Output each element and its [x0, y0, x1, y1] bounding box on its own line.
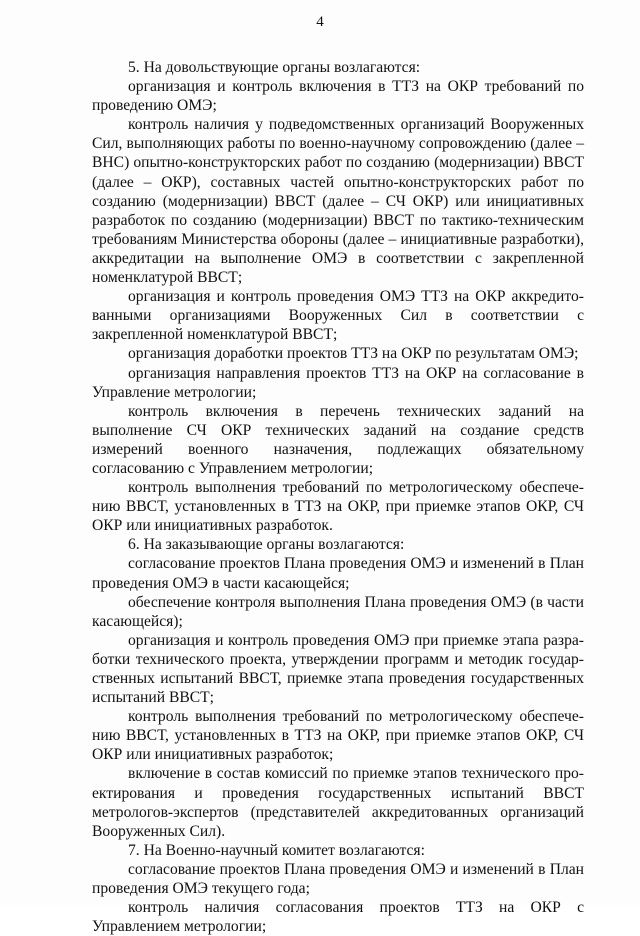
paragraph: контроль включения в перечень технических заданий на выполнение СЧ ОКР технических заданий на создание средств измерений военного назначения, подлежащих обязательному согласованию с Управлением метрологии; [92, 402, 584, 477]
paragraph: организация и контроль проведения ОМЭ при приемке этапа разработки технического проекта, утверждении программ и методик государственных испытаний ВВСТ, приемке этапа проведения государственных испытаний ВВСТ; [92, 631, 584, 707]
paragraph: организация и контроль включения в ТТЗ на ОКР требований по проведению ОМЭ; [92, 78, 584, 115]
paragraph: организация доработки проектов ТТЗ на ОКР по результатам ОМЭ; [128, 345, 579, 363]
paragraph-section-6-heading: 6. На заказывающие органы возлагаются: [128, 536, 405, 554]
paragraph: согласование проектов Плана проведения ОМЭ и изменений в План проведения ОМЭ в части касающейся; [92, 555, 584, 592]
paragraph: согласование проектов Плана проведения ОМЭ и изменений в План проведения ОМЭ текущего года; [92, 860, 584, 898]
paragraph-section-5-heading: 5. На довольствующие органы возлагаются: [128, 59, 421, 76]
paragraph: контроль наличия согласования проектов ТТЗ на ОКР с Управлением метрологии; [92, 899, 584, 936]
paragraph: включение в состав комиссий по приемке этапов технического проектирования и проведения государственных испытаний ВВСТ метрологов-экспертов (представителей аккредитованных организаций Вооруженных Сил). [92, 765, 584, 840]
paragraph: контроль выполнения требований по метрологическому обеспечению ВВСТ, установленных в ТТЗ на ОКР, при приемке этапов ОКР, СЧ ОКР или инициативных разработок. [92, 479, 584, 535]
paragraph: контроль выполнения требований по метрологическому обеспечению ВВСТ, установленных в ТТЗ на ОКР, при приемке этапов ОКР, СЧ ОКР или инициативных разработок; [92, 708, 584, 764]
paragraph: обеспечение контроля выполнения Плана проведения ОМЭ (в части касающейся); [92, 593, 584, 630]
paragraph: организация и контроль проведения ОМЭ ТТЗ на ОКР аккредитованными организациями Вооруженных Сил в соответствии с закрепленной номенклатурой ВВСТ; [92, 288, 584, 344]
page-number: 4 [316, 14, 324, 30]
paragraph: организация направления проектов ТТЗ на ОКР на согласование в Управление метрологии; [92, 364, 584, 401]
paragraph: контроль наличия у подведомственных организаций Вооруженных Сил, выполняющих работы по военно-научному сопровождению (далее – ВНС) опытно-конструкторских работ по созданию (модернизации) ВВСТ (далее – ОКР), составных частей опытно-конструкторских работ по созданию (модернизации) ВВСТ (далее – СЧ ОКР) или инициативных разработок по созданию (модернизации) ВВСТ по тактико-техническим требованиям Министерства обороны (далее – инициативные разработки), аккредитации на выполнение ОМЭ в соответствии с закрепленной номенклатурой ВВСТ; [92, 116, 584, 287]
document-body [92, 58, 584, 936]
paragraph-section-7-heading: 7. На Военно-научный комитет возлагаются: [128, 841, 425, 859]
